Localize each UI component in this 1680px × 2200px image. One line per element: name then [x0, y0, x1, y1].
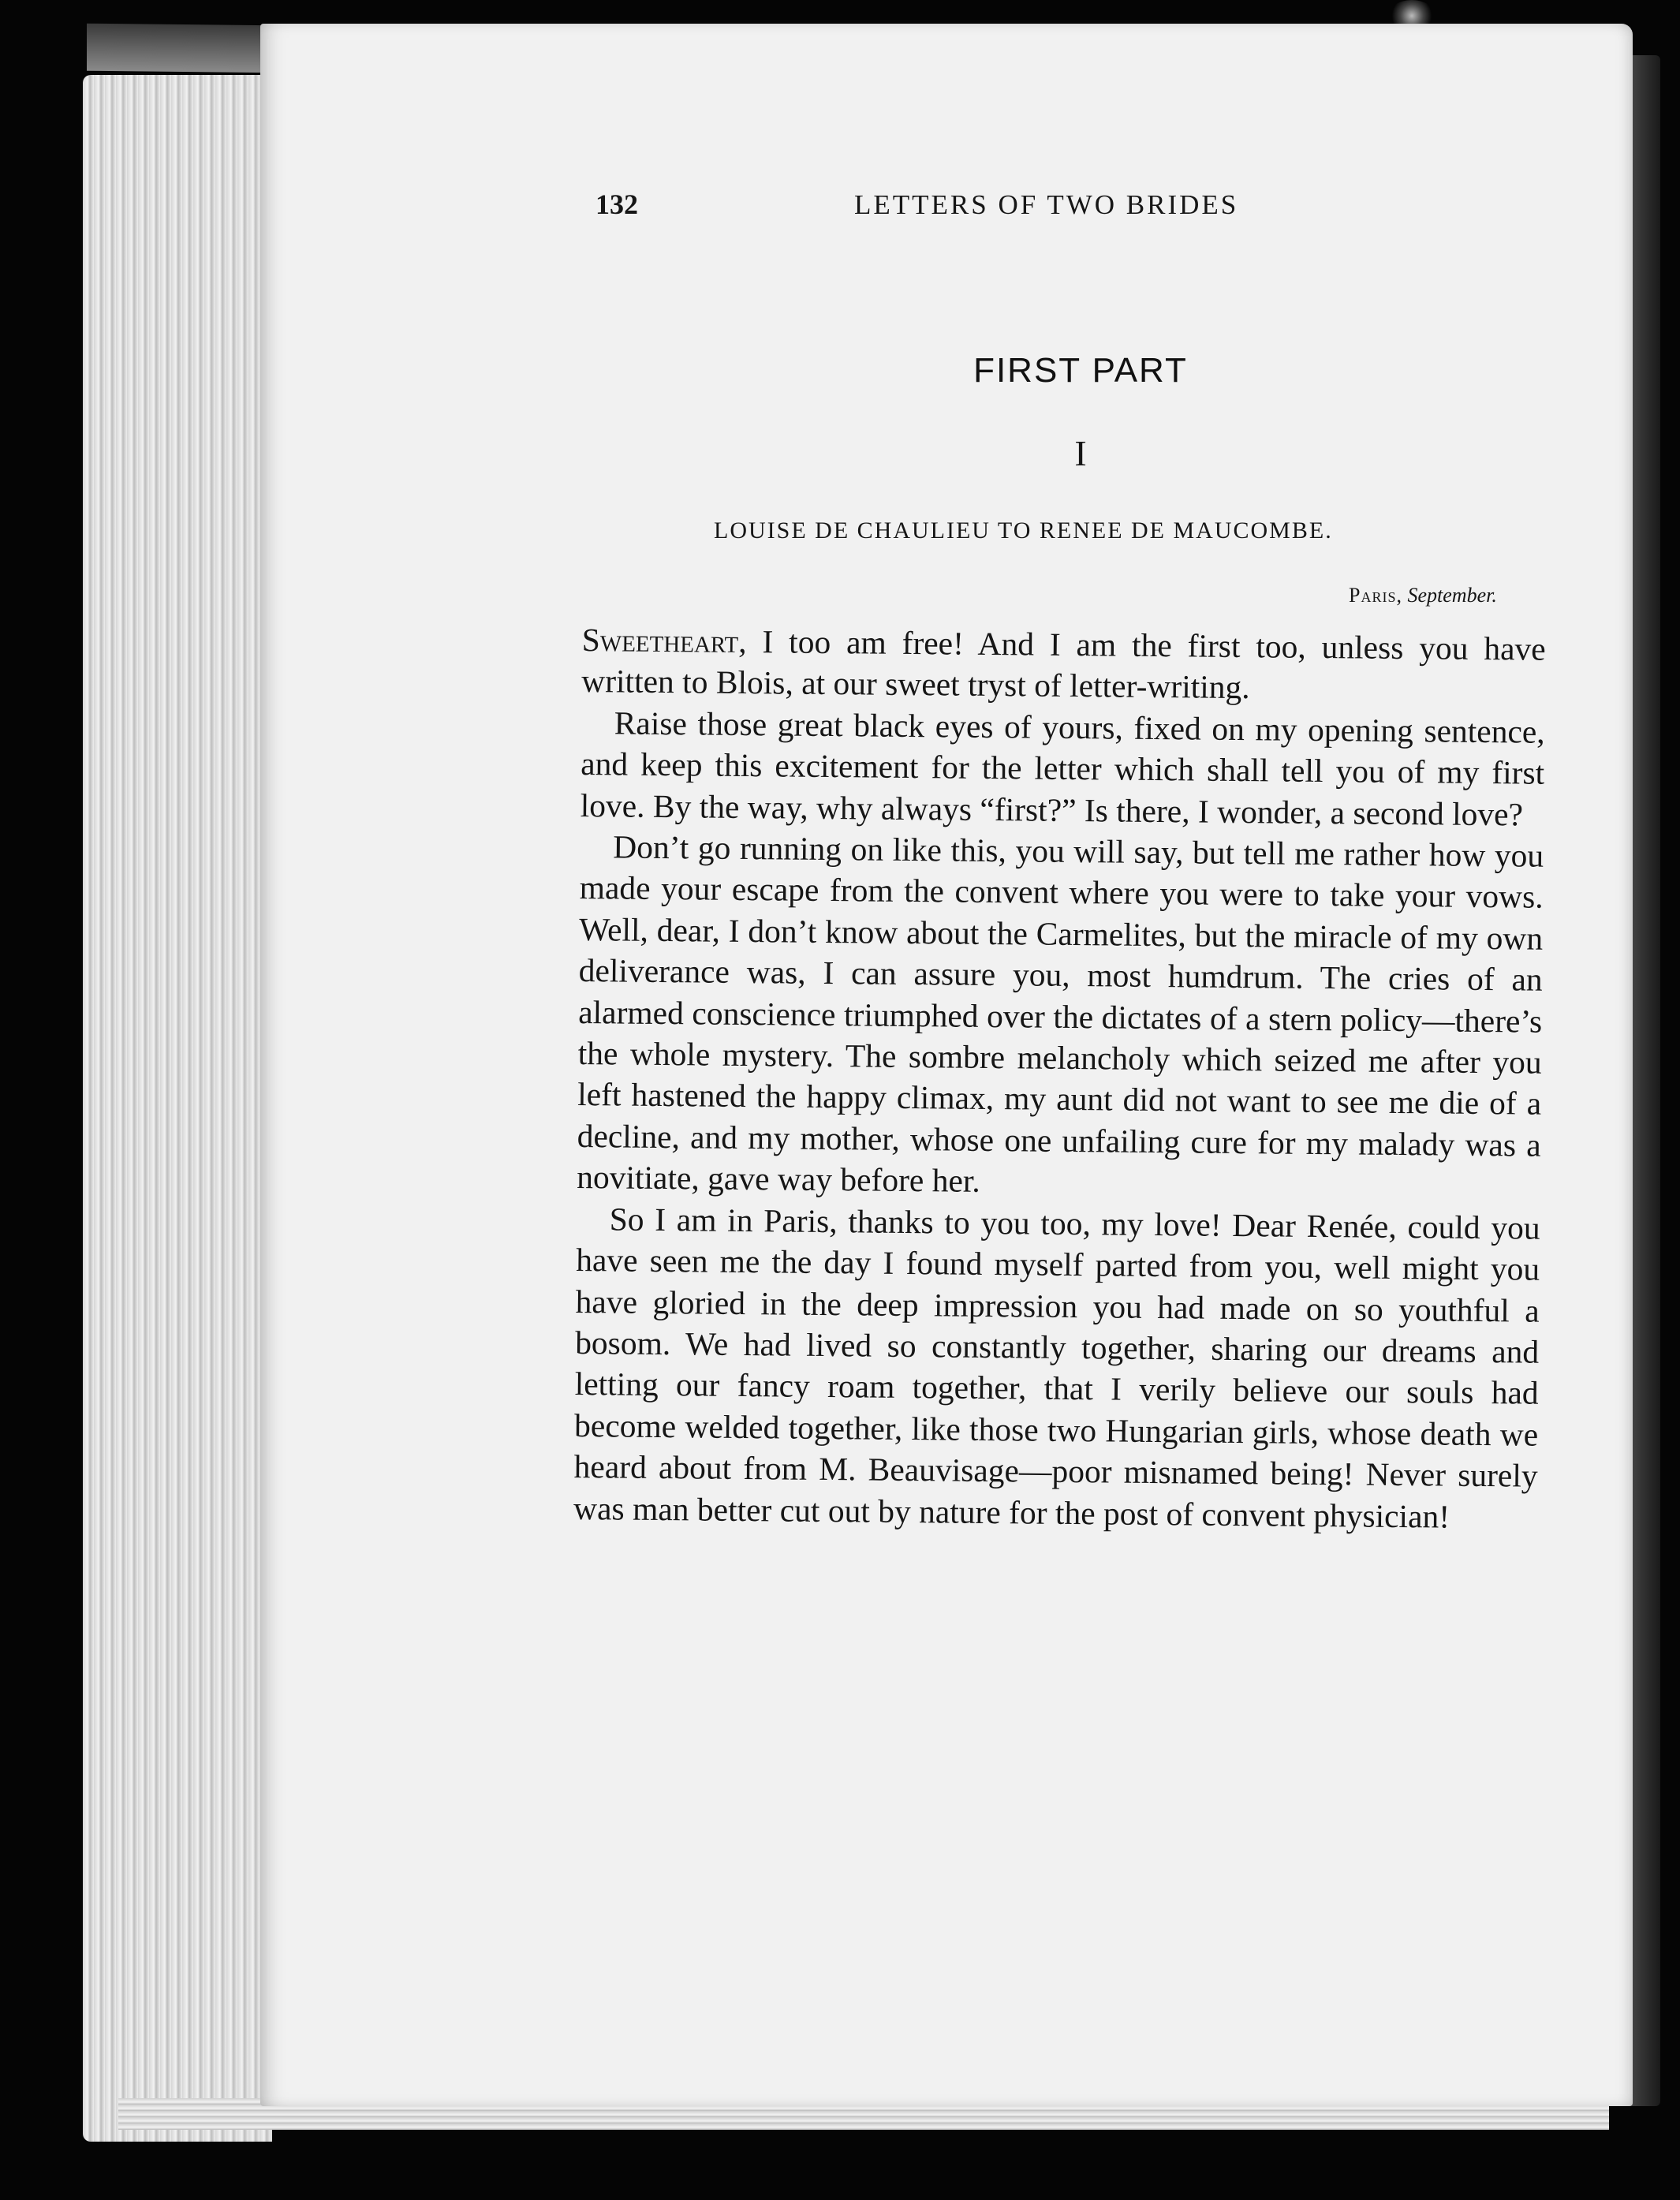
- paragraph-2: Raise those great black eyes of yours, fixed on my opening sentence, and keep this excitement for the letter which shall tell you of my first love. By the way, why always “first?” Is there, I wonder, a second love?: [580, 704, 1545, 833]
- page-number: 132: [595, 189, 638, 220]
- letter-body: [573, 619, 1546, 1538]
- opening-word: Sweetheart,: [581, 621, 747, 660]
- running-head: [595, 188, 1329, 235]
- part-title: FIRST PART: [973, 351, 1188, 390]
- paragraph-1: [581, 619, 1546, 712]
- chapter-number: I: [1074, 433, 1087, 473]
- dateline: [1349, 584, 1497, 607]
- running-title: LETTERS OF TWO BRIDES: [854, 189, 1239, 220]
- dateline-place: Paris,: [1349, 584, 1402, 607]
- paragraph-4: So I am in Paris, thanks to you too, my love! Dear Renée, could you have seen me the day I found myself parted from you, well might you have gloried in the deep impression you had made on so youthful a bosom. We had lived so constantly together, sharing our dreams and letting our fancy roam together, that I verily believe our souls had become welded together, like those two Hungarian girls, whose death we heard about from M. Beauvisage—poor misnamed being! Never surely was man better cut out by nature for the post of convent physician!: [573, 1201, 1540, 1535]
- paragraph-1-text: I too am free! And I am the first too, unless you have written to Blois, at our sweet tryst of letter-writing.: [581, 623, 1546, 706]
- paragraph-3: Don’t go running on like this, you will say, but tell me rather how you made your escape from the convent where you were to take your vows. Well, dear, I don’t know about the Carmelites, but the miracle of my own deliverance was, I can assure you, most humdrum. The cries of an alarmed conscience triumphed over the dictates of a stern policy—there’s the whole mystery. The sombre melancholy which seized me after you left hastened the happy climax, my aunt did not want to see me die of a decline, and my mother, whose one unfailing cure for my malady was a novitiate, gave way before her.: [576, 828, 1544, 1200]
- dateline-month: September.: [1407, 584, 1497, 607]
- letter-heading: LOUISE DE CHAULIEU TO RENEE DE MAUCOMBE.: [714, 517, 1333, 543]
